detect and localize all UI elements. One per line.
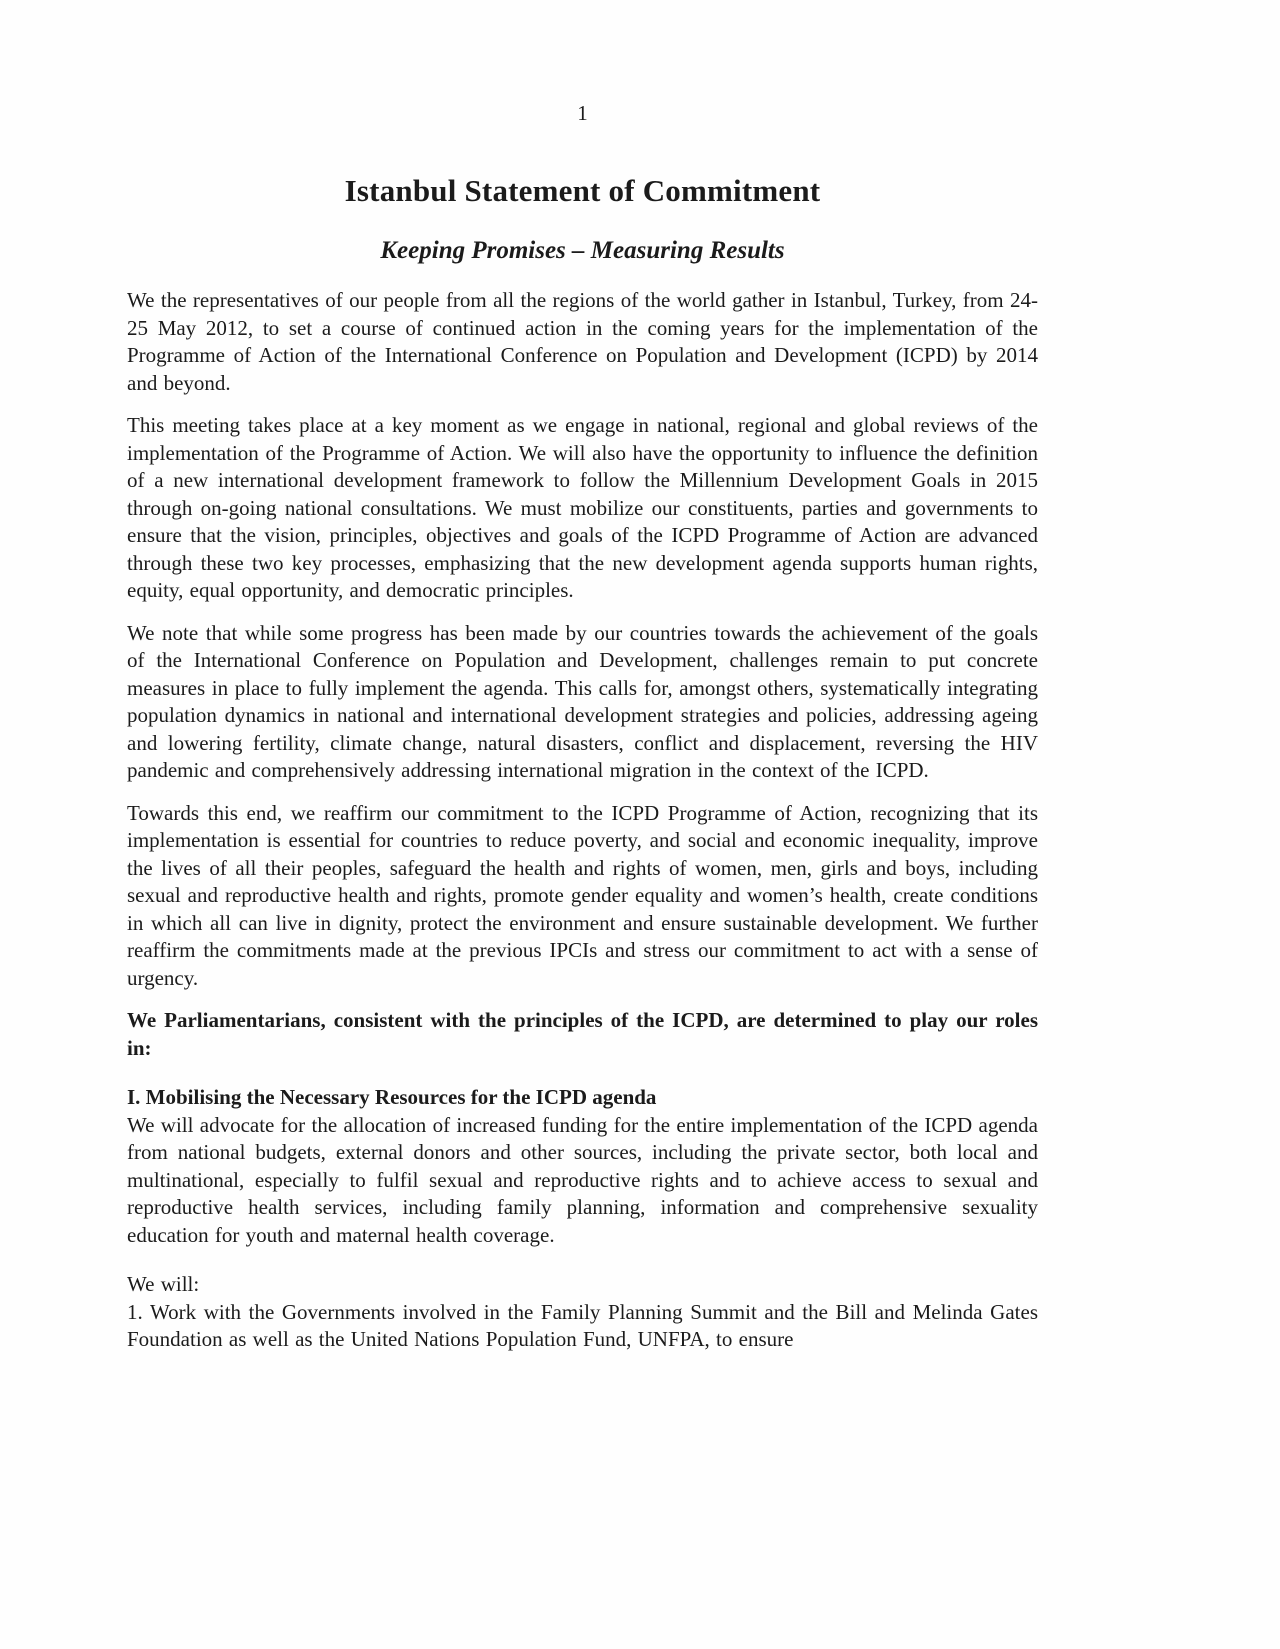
page-number: 1: [577, 101, 588, 125]
parliamentarians-statement: We Parliamentarians, consistent with the principles of the ICPD, are determined to play our roles in:: [127, 1008, 1038, 1060]
we-will-label: We will:: [127, 1272, 200, 1296]
section-1-body: We will advocate for the allocation of increased funding for the entire implementation of the ICPD agenda from national budgets, external donors and other sources, including the private sector, both local and multinational, especially to fulfil sexual and reproductive rights and to achieve access to sexual and reproductive health services, including family planning, information and comprehensive sexuality education for youth and maternal health coverage.: [127, 1112, 1038, 1247]
paragraph-key-moment: This meeting takes place at a key moment as we engage in national, regional and global reviews of the implementation of the Programme of Action. We will also have the opportunity to influence the definition of a new international development framework to follow the Millennium Development Goals in 2015 through on-going national consultations. We must mobilize our constituents, parties and governments to ensure that the vision, principles, objectives and goals of the ICPD Programme of Action are advanced through these two key processes, emphasizing that the new development agenda supports human rights, equity, equal opportunity, and democratic principles.: [127, 413, 1038, 602]
paragraph-preamble: We the representatives of our people from all the regions of the world gather in Istanbul, Turkey, from 24-25 May 2012, to set a course of continued action in the coming years for the implementation of the Programme of Action of the International Conference on Population and Development (ICPD) by 2014 and beyond.: [127, 288, 1038, 395]
section-mobilising-resources: [127, 1084, 1038, 1249]
document-subtitle: Keeping Promises – Measuring Results: [380, 237, 785, 264]
section-1-heading: I. Mobilising the Necessary Resources for the ICPD agenda: [127, 1085, 657, 1109]
document-title: Istanbul Statement of Commitment: [344, 173, 821, 208]
document-content: [127, 0, 1038, 1354]
we-will-item-1: 1. Work with the Governments involved in the Family Planning Summit and the Bill and Melinda Gates Foundation as well as the United Nations Population Fund, UNFPA, to ensure: [127, 1299, 1038, 1351]
paragraph-reaffirmation: Towards this end, we reaffirm our commitment to the ICPD Programme of Action, recognizing that its implementation is essential for countries to reduce poverty, and social and economic inequality, improve the lives of all their peoples, safeguard the health and rights of women, men, girls and boys, including sexual and reproductive health and rights, promote gender equality and women’s health, create conditions in which all can live in dignity, protect the environment and ensure sustainable development. We further reaffirm the commitments made at the previous IPCIs and stress our commitment to act with a sense of urgency.: [127, 800, 1038, 990]
we-will-list: [127, 1271, 1038, 1354]
paragraph-progress-note: We note that while some progress has been made by our countries towards the achievement of the goals of the International Conference on Population and Development, challenges remain to put concrete measures in place to fully implement the agenda. This calls for, amongst others, systematically integrating population dynamics in national and international development strategies and policies, addressing ageing and lowering fertility, climate change, natural disasters, conflict and displacement, reversing the HIV pandemic and comprehensively addressing international migration in the context of the ICPD.: [127, 620, 1038, 782]
